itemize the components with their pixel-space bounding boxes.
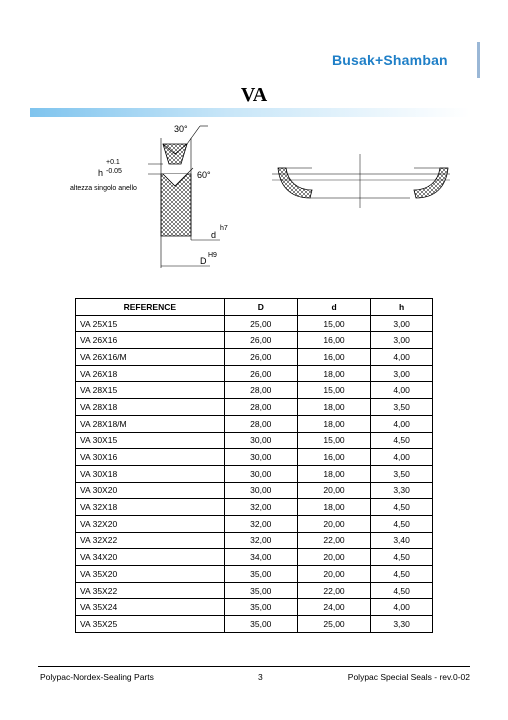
cell-d: 18,00 xyxy=(297,365,370,382)
table-row xyxy=(76,349,433,366)
cell-D: 34,00 xyxy=(224,549,297,566)
cell-reference: VA 35X25 xyxy=(76,616,225,633)
cell-D: 35,00 xyxy=(224,566,297,583)
cell-reference: VA 30X15 xyxy=(76,432,225,449)
dimensions-table xyxy=(75,298,433,633)
cell-h: 4,50 xyxy=(371,515,433,532)
cell-reference: VA 32X20 xyxy=(76,515,225,532)
cell-d: 20,00 xyxy=(297,549,370,566)
cell-d: 20,00 xyxy=(297,482,370,499)
cell-h: 4,50 xyxy=(371,549,433,566)
page-title: VA xyxy=(240,84,268,106)
cell-D: 26,00 xyxy=(224,332,297,349)
table-row xyxy=(76,616,433,633)
footer-left: Polypac-Nordex-Sealing Parts xyxy=(40,672,154,682)
cell-reference: VA 30X18 xyxy=(76,465,225,482)
table-row xyxy=(76,449,433,466)
footer-right: Polypac Special Seals - rev.0-02 xyxy=(347,672,470,682)
cell-h: 4,00 xyxy=(371,415,433,432)
table-row xyxy=(76,332,433,349)
cell-reference: VA 26X16/M xyxy=(76,349,225,366)
cell-D: 35,00 xyxy=(224,599,297,616)
cell-d: 18,00 xyxy=(297,399,370,416)
cell-h: 3,30 xyxy=(371,482,433,499)
table-row xyxy=(76,599,433,616)
cell-D: 26,00 xyxy=(224,365,297,382)
cell-h: 4,00 xyxy=(371,449,433,466)
cell-d: 22,00 xyxy=(297,582,370,599)
angle-side-label: 60° xyxy=(197,170,211,180)
cell-D: 35,00 xyxy=(224,616,297,633)
cell-D: 26,00 xyxy=(224,349,297,366)
col-D: D xyxy=(224,299,297,316)
cell-d: 18,00 xyxy=(297,415,370,432)
table-header-row xyxy=(76,299,433,316)
cell-h: 3,00 xyxy=(371,365,433,382)
cell-d: 20,00 xyxy=(297,515,370,532)
cell-h: 4,50 xyxy=(371,432,433,449)
cell-d: 16,00 xyxy=(297,449,370,466)
cell-h: 4,00 xyxy=(371,349,433,366)
cell-h: 4,50 xyxy=(371,582,433,599)
cell-d: 15,00 xyxy=(297,382,370,399)
cell-reference: VA 35X20 xyxy=(76,566,225,583)
cell-d: 15,00 xyxy=(297,315,370,332)
cell-h: 3,40 xyxy=(371,532,433,549)
cell-D: 32,00 xyxy=(224,499,297,516)
seal-ring-view xyxy=(272,154,450,208)
busak-shamban-logo xyxy=(332,42,480,78)
table-row xyxy=(76,515,433,532)
footer-divider xyxy=(38,666,470,667)
cell-reference: VA 32X22 xyxy=(76,532,225,549)
cell-D: 32,00 xyxy=(224,515,297,532)
cell-D: 30,00 xyxy=(224,465,297,482)
cell-h: 3,00 xyxy=(371,315,433,332)
cell-d: 24,00 xyxy=(297,599,370,616)
cell-D: 28,00 xyxy=(224,382,297,399)
col-d: d xyxy=(297,299,370,316)
cell-d: 18,00 xyxy=(297,499,370,516)
cell-D: 32,00 xyxy=(224,532,297,549)
cell-D: 30,00 xyxy=(224,482,297,499)
h-note: altezza singolo anello xyxy=(70,185,137,192)
cell-reference: VA 30X20 xyxy=(76,482,225,499)
seal-cross-section xyxy=(161,138,191,268)
table-row xyxy=(76,315,433,332)
cell-reference: VA 32X18 xyxy=(76,499,225,516)
D-tolerance: H9 xyxy=(208,252,217,259)
cell-h: 3,30 xyxy=(371,616,433,633)
title-gradient-bar xyxy=(30,108,470,117)
h-label: h xyxy=(98,168,104,178)
cell-reference: VA 28X15 xyxy=(76,382,225,399)
table-row xyxy=(76,582,433,599)
page-number: 3 xyxy=(258,672,263,682)
col-reference: REFERENCE xyxy=(76,299,225,316)
cell-h: 4,50 xyxy=(371,499,433,516)
logo-text: Busak+Shamban xyxy=(332,52,448,68)
table-row xyxy=(76,499,433,516)
table-row xyxy=(76,432,433,449)
table-row xyxy=(76,382,433,399)
d-label: d xyxy=(211,230,217,240)
cell-reference: VA 35X22 xyxy=(76,582,225,599)
cell-D: 30,00 xyxy=(224,432,297,449)
cell-d: 25,00 xyxy=(297,616,370,633)
table-row xyxy=(76,549,433,566)
cell-d: 16,00 xyxy=(297,349,370,366)
cell-h: 4,00 xyxy=(371,599,433,616)
table-row xyxy=(76,415,433,432)
cell-d: 20,00 xyxy=(297,566,370,583)
cell-reference: VA 35X24 xyxy=(76,599,225,616)
h-tol-plus: +0.1 xyxy=(106,159,120,166)
cell-D: 28,00 xyxy=(224,415,297,432)
cell-reference: VA 25X15 xyxy=(76,315,225,332)
technical-drawing xyxy=(60,118,460,278)
cell-d: 15,00 xyxy=(297,432,370,449)
cell-d: 18,00 xyxy=(297,465,370,482)
cell-reference: VA 28X18/M xyxy=(76,415,225,432)
cell-D: 30,00 xyxy=(224,449,297,466)
cell-d: 16,00 xyxy=(297,332,370,349)
cell-h: 3,50 xyxy=(371,465,433,482)
table-row xyxy=(76,482,433,499)
table-row xyxy=(76,532,433,549)
cell-h: 3,00 xyxy=(371,332,433,349)
table-row xyxy=(76,365,433,382)
cell-h: 4,50 xyxy=(371,566,433,583)
angle-top-label: 30° xyxy=(174,124,188,134)
cell-d: 22,00 xyxy=(297,532,370,549)
cell-reference: VA 28X18 xyxy=(76,399,225,416)
cell-h: 4,00 xyxy=(371,382,433,399)
table-row xyxy=(76,566,433,583)
h-tol-minus: -0.05 xyxy=(106,168,122,175)
cell-reference: VA 26X16 xyxy=(76,332,225,349)
cell-h: 3,50 xyxy=(371,399,433,416)
cell-D: 25,00 xyxy=(224,315,297,332)
cell-D: 28,00 xyxy=(224,399,297,416)
logo-accent-bar xyxy=(477,42,480,78)
cell-reference: VA 26X18 xyxy=(76,365,225,382)
cell-reference: VA 30X16 xyxy=(76,449,225,466)
d-tolerance: h7 xyxy=(220,225,228,232)
D-label: D xyxy=(200,256,207,266)
table-row xyxy=(76,399,433,416)
col-h: h xyxy=(371,299,433,316)
cell-reference: VA 34X20 xyxy=(76,549,225,566)
cell-D: 35,00 xyxy=(224,582,297,599)
table-row xyxy=(76,465,433,482)
